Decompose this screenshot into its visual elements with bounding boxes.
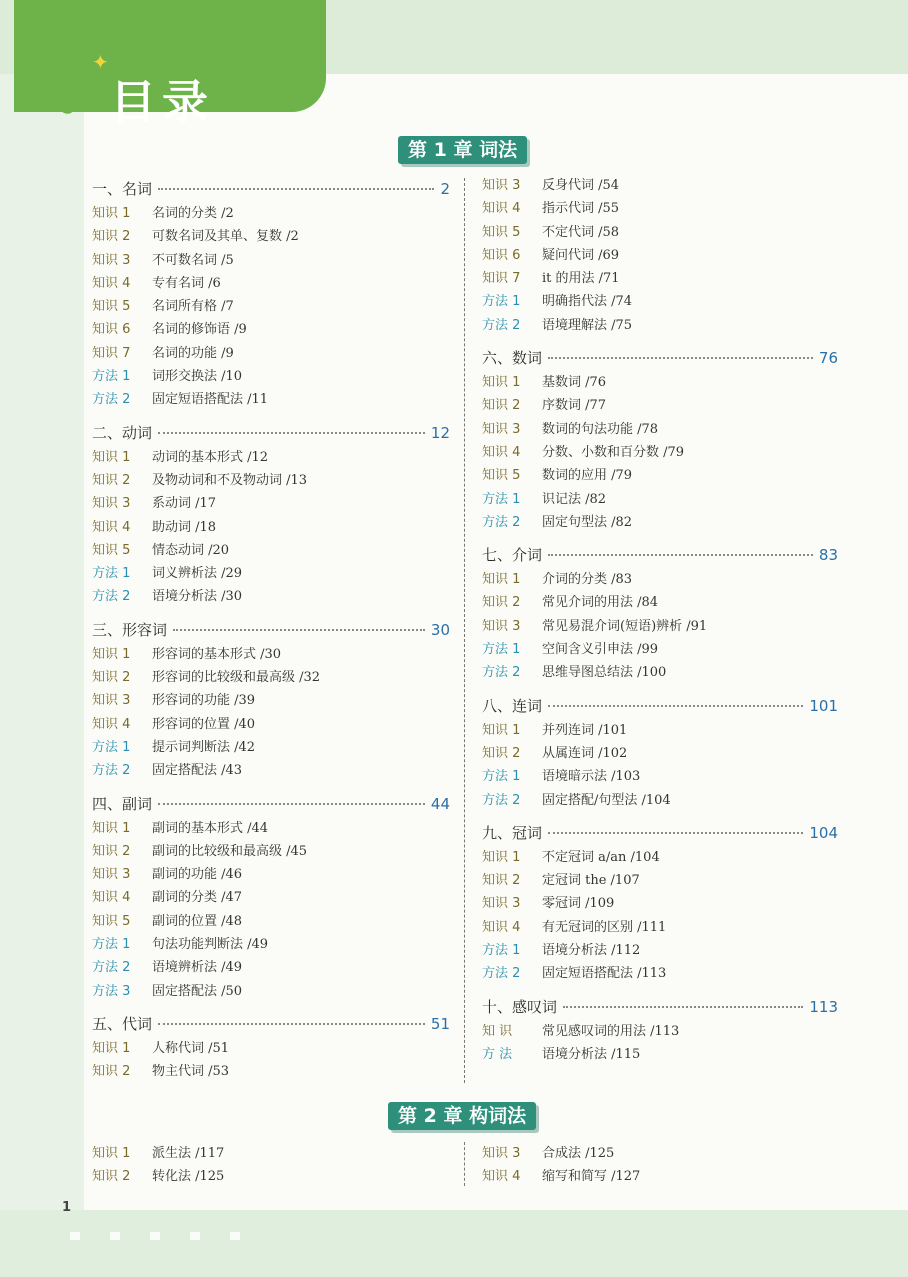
toc-entry — [482, 1020, 838, 1043]
entry-title: 名词的修饰语 /9 — [152, 322, 247, 338]
section-heading — [482, 822, 838, 846]
section-page-number: 2 — [440, 180, 450, 198]
section-heading — [482, 996, 838, 1020]
section-heading — [92, 619, 450, 643]
entry-title: 语境分析法 /115 — [542, 1046, 641, 1062]
toc-entry — [92, 817, 450, 840]
toc-entry — [92, 562, 450, 585]
toc-section — [92, 422, 450, 609]
section-title: 八、连词 — [482, 696, 543, 715]
entry-title: 常见介词的用法 /84 — [542, 595, 659, 611]
entry-title: 动词的基本形式 /12 — [152, 449, 269, 465]
entry-title: 语境分析法 /30 — [152, 589, 243, 605]
entry-title: 名词的功能 /9 — [152, 345, 234, 361]
entry-title: 数词的应用 /79 — [542, 468, 633, 484]
knowledge-tag: 知识 2 — [92, 472, 131, 488]
knowledge-tag: 知 识 — [482, 1023, 513, 1039]
entry-title: 识记法 /82 — [542, 491, 607, 507]
method-tag: 方法 1 — [482, 294, 521, 310]
toc-entry — [482, 789, 838, 812]
ch2-left-column — [92, 1142, 450, 1189]
knowledge-tag: 知识 2 — [92, 229, 131, 245]
entry-title: 常见感叹词的用法 /113 — [542, 1023, 680, 1039]
entry-title: 明确指代法 /74 — [542, 294, 633, 310]
knowledge-tag: 知识 6 — [92, 322, 131, 338]
toc-entry — [92, 365, 450, 388]
knowledge-tag: 知识 3 — [482, 618, 521, 634]
toc-entry — [482, 371, 838, 394]
knowledge-tag: 知识 4 — [482, 444, 521, 460]
toc-entry — [92, 225, 450, 248]
toc-entry — [482, 197, 838, 220]
method-tag: 方法 1 — [482, 642, 521, 658]
toc-entry — [482, 638, 838, 661]
entry-title: 副词的分类 /47 — [152, 890, 243, 906]
toc-section — [92, 793, 450, 1003]
toc-entry — [482, 869, 838, 892]
toc-entry — [482, 591, 838, 614]
knowledge-tag: 知识 3 — [482, 421, 521, 437]
entry-title: 助动词 /18 — [152, 519, 217, 535]
toc-entry — [482, 441, 838, 464]
knowledge-tag: 知识 4 — [92, 890, 131, 906]
knowledge-tag: 知识 4 — [482, 919, 521, 935]
entry-title: 零冠词 /109 — [542, 896, 615, 912]
toc-section — [92, 178, 450, 412]
entry-title: 句法功能判断法 /49 — [152, 937, 269, 953]
toc-entry — [92, 202, 450, 225]
leader-dots — [563, 1006, 803, 1008]
toc-entry — [482, 615, 838, 638]
section-page-number: 51 — [430, 1014, 450, 1033]
decor-square — [110, 1232, 120, 1240]
bottom-band — [0, 1210, 908, 1277]
toc-entry — [482, 892, 838, 915]
knowledge-tag: 知识 1 — [92, 1146, 131, 1161]
title-wave-decoration — [14, 88, 124, 118]
knowledge-tag: 知识 2 — [92, 843, 131, 859]
method-tag: 方法 1 — [92, 739, 131, 755]
leader-dots — [158, 1023, 425, 1025]
chapter-1-heading: 第 1 章 词法 — [398, 136, 527, 164]
page-number: 1 — [62, 1200, 72, 1215]
knowledge-tag: 知识 5 — [92, 299, 131, 315]
toc-entry — [92, 736, 450, 759]
ch2-divider — [464, 1142, 465, 1186]
toc-section — [482, 544, 838, 684]
section-heading — [92, 178, 450, 202]
section-page-number: 113 — [809, 997, 838, 1016]
knowledge-tag: 知识 1 — [482, 849, 521, 865]
entry-title: 词义辨析法 /29 — [152, 566, 243, 582]
page-title: 目录 — [110, 75, 214, 129]
toc-entry — [482, 418, 838, 441]
section-title: 三、形容词 — [92, 620, 168, 639]
knowledge-tag: 知识 4 — [482, 1169, 521, 1185]
knowledge-tag: 知识 7 — [92, 345, 131, 361]
toc-entry — [92, 342, 450, 365]
entry-title: 定冠词 the /107 — [542, 873, 640, 889]
decor-square — [190, 1232, 200, 1240]
knowledge-tag: 知识 2 — [92, 1169, 131, 1185]
method-tag: 方法 2 — [482, 966, 521, 982]
toc-entry — [482, 290, 838, 313]
toc-entry — [482, 846, 838, 869]
knowledge-tag: 知识 1 — [482, 722, 521, 738]
toc-entry — [92, 956, 450, 979]
knowledge-tag: 知识 2 — [92, 670, 131, 686]
entry-title: 形容词的位置 /40 — [152, 716, 256, 732]
toc-entry — [92, 689, 450, 712]
section-heading — [482, 695, 838, 719]
knowledge-tag: 知识 2 — [482, 398, 521, 414]
section-heading — [92, 422, 450, 446]
method-tag: 方法 1 — [482, 769, 521, 785]
entry-title: 固定句型法 /82 — [542, 514, 633, 530]
entry-title: 情态动词 /20 — [152, 542, 230, 558]
knowledge-tag: 知识 2 — [92, 1064, 131, 1080]
entry-title: 及物动词和不及物动词 /13 — [152, 472, 308, 488]
toc-entry — [482, 568, 838, 591]
knowledge-tag: 知识 2 — [482, 873, 521, 889]
knowledge-tag: 知识 1 — [482, 375, 521, 391]
toc-entry — [92, 1142, 450, 1165]
toc-entry — [482, 511, 838, 534]
section-page-number: 83 — [818, 546, 838, 565]
toc-entry — [92, 295, 450, 318]
toc-section — [482, 695, 838, 812]
toc-entry — [482, 939, 838, 962]
section-page-number: 104 — [809, 823, 838, 842]
leader-dots — [158, 803, 425, 805]
method-tag: 方 法 — [482, 1046, 513, 1062]
entry-title: 不可数名词 /5 — [152, 252, 234, 268]
entry-title: 名词所有格 /7 — [152, 299, 234, 315]
knowledge-tag: 知识 3 — [92, 252, 131, 268]
toc-entry — [92, 318, 450, 341]
entry-title: 专有名词 /6 — [152, 275, 221, 291]
entry-title: 思维导图总结法 /100 — [542, 665, 667, 681]
toc-entry — [92, 492, 450, 515]
toc-entry — [482, 1142, 838, 1165]
entry-title: 指示代词 /55 — [542, 201, 620, 217]
toc-entry — [92, 585, 450, 608]
toc-entry — [92, 516, 450, 539]
entry-title: 语境理解法 /75 — [542, 317, 633, 333]
knowledge-tag: 知识 4 — [482, 201, 521, 217]
entry-title: 固定搭配法 /50 — [152, 983, 243, 999]
toc-right-column — [482, 174, 838, 1066]
knowledge-tag: 知识 1 — [92, 646, 131, 662]
method-tag: 方法 1 — [92, 937, 131, 953]
entry-title: 可数名词及其单、复数 /2 — [152, 229, 299, 245]
entry-title: 名词的分类 /2 — [152, 206, 234, 221]
leader-dots — [158, 188, 434, 190]
entry-title: 数词的句法功能 /78 — [542, 421, 659, 437]
method-tag: 方法 1 — [482, 943, 521, 959]
entry-title: 语境辨析法 /49 — [152, 960, 243, 976]
column-divider — [464, 178, 465, 1083]
section-heading — [92, 793, 450, 817]
entry-title: 基数词 /76 — [542, 375, 607, 391]
entry-title: 物主代词 /53 — [152, 1064, 230, 1080]
toc-section — [482, 822, 838, 986]
toc-entry — [482, 1043, 838, 1066]
entry-title: 疑问代词 /69 — [542, 247, 620, 263]
toc-entry — [482, 488, 838, 511]
entry-title: 合成法 /125 — [542, 1146, 615, 1161]
entry-title: 并列连词 /101 — [542, 722, 628, 738]
knowledge-tag: 知识 1 — [92, 449, 131, 465]
toc-entry — [482, 174, 838, 197]
toc-entry — [482, 916, 838, 939]
toc-entry — [482, 962, 838, 985]
toc-entry — [92, 840, 450, 863]
knowledge-tag: 知识 5 — [482, 468, 521, 484]
knowledge-tag: 知识 3 — [92, 867, 131, 883]
toc-entry — [92, 759, 450, 782]
entry-title: 不定冠词 a/an /104 — [542, 849, 660, 865]
toc-entry — [92, 933, 450, 956]
entry-title: 转化法 /125 — [152, 1169, 225, 1185]
section-heading — [482, 347, 838, 371]
section-title: 九、冠词 — [482, 823, 543, 842]
method-tag: 方法 1 — [92, 369, 131, 385]
toc-entry — [482, 719, 838, 742]
entry-title: 形容词的基本形式 /30 — [152, 646, 282, 662]
entry-title: 缩写和简写 /127 — [542, 1169, 641, 1185]
knowledge-tag: 知识 1 — [92, 206, 131, 221]
toc-entry — [92, 980, 450, 1003]
toc-entry — [92, 446, 450, 469]
method-tag: 方法 2 — [92, 763, 131, 779]
entry-title: 固定搭配/句型法 /104 — [542, 792, 671, 808]
method-tag: 方法 2 — [92, 392, 131, 408]
knowledge-tag: 知识 1 — [92, 820, 131, 836]
section-heading — [482, 544, 838, 568]
toc-entry — [92, 1037, 450, 1060]
section-title: 七、介词 — [482, 546, 543, 565]
toc-entry — [92, 713, 450, 736]
entry-title: 人称代词 /51 — [152, 1040, 230, 1056]
section-title: 十、感叹词 — [482, 997, 558, 1016]
method-tag: 方法 3 — [92, 983, 131, 999]
section-title: 一、名词 — [92, 180, 153, 198]
toc-entry — [482, 464, 838, 487]
method-tag: 方法 2 — [92, 960, 131, 976]
section-heading — [92, 1013, 450, 1037]
toc-entry — [482, 221, 838, 244]
entry-title: 语境暗示法 /103 — [542, 769, 641, 785]
knowledge-tag: 知识 3 — [482, 1146, 521, 1161]
toc-entry — [92, 539, 450, 562]
method-tag: 方法 2 — [92, 589, 131, 605]
toc-section — [92, 1013, 450, 1084]
entry-title: 派生法 /117 — [152, 1146, 225, 1161]
knowledge-tag: 知识 3 — [482, 178, 521, 193]
entry-title: 固定短语搭配法 /113 — [542, 966, 667, 982]
knowledge-tag: 知识 2 — [482, 745, 521, 761]
knowledge-tag: 知识 4 — [92, 716, 131, 732]
knowledge-tag: 知识 4 — [92, 275, 131, 291]
section-page-number: 44 — [430, 794, 450, 813]
section-title: 四、副词 — [92, 794, 153, 813]
method-tag: 方法 2 — [482, 792, 521, 808]
toc-entry — [482, 267, 838, 290]
method-tag: 方法 2 — [482, 317, 521, 333]
entry-title: 副词的基本形式 /44 — [152, 820, 269, 836]
knowledge-tag: 知识 6 — [482, 247, 521, 263]
chapter-2-heading: 第 2 章 构词法 — [388, 1102, 536, 1130]
toc-entry — [482, 661, 838, 684]
toc-entry — [92, 643, 450, 666]
toc-section — [482, 996, 838, 1067]
knowledge-tag: 知识 4 — [92, 519, 131, 535]
toc-entry — [482, 765, 838, 788]
knowledge-tag: 知识 5 — [92, 913, 131, 929]
entry-title: 不定代词 /58 — [542, 224, 620, 240]
toc-section — [482, 347, 838, 534]
leader-dots — [548, 357, 813, 359]
toc-left-column — [92, 168, 450, 1084]
entry-title: 介词的分类 /83 — [542, 572, 633, 588]
entry-title: 固定短语搭配法 /11 — [152, 392, 269, 408]
entry-title: 形容词的比较级和最高级 /32 — [152, 670, 321, 686]
leader-dots — [173, 629, 425, 631]
entry-title: 分数、小数和百分数 /79 — [542, 444, 685, 460]
left-margin-band — [0, 74, 84, 1224]
knowledge-tag: 知识 1 — [482, 572, 521, 588]
knowledge-tag: 知识 3 — [482, 896, 521, 912]
method-tag: 方法 2 — [482, 514, 521, 530]
decor-square — [70, 1232, 80, 1240]
section-page-number: 30 — [430, 620, 450, 639]
knowledge-tag: 知识 1 — [92, 1040, 131, 1056]
toc-entry — [92, 272, 450, 295]
entry-title: 反身代词 /54 — [542, 178, 620, 193]
knowledge-tag: 知识 7 — [482, 271, 521, 287]
entry-title: 有无冠词的区别 /111 — [542, 919, 667, 935]
leader-dots — [548, 832, 803, 834]
toc-entry — [92, 910, 450, 933]
leader-dots — [158, 432, 425, 434]
entry-title: 形容词的功能 /39 — [152, 693, 256, 709]
entry-title: it 的用法 /71 — [542, 271, 620, 287]
entry-title: 词形交换法 /10 — [152, 369, 243, 385]
toc-entry — [92, 1165, 450, 1188]
toc-entry — [482, 1165, 838, 1188]
toc-entry — [482, 244, 838, 267]
method-tag: 方法 1 — [92, 566, 131, 582]
toc-entry — [92, 666, 450, 689]
knowledge-tag: 知识 3 — [92, 693, 131, 709]
section-title: 六、数词 — [482, 349, 543, 368]
entry-title: 系动词 /17 — [152, 496, 217, 512]
toc-entry — [482, 742, 838, 765]
entry-title: 副词的功能 /46 — [152, 867, 243, 883]
ch2-right-column — [482, 1142, 838, 1189]
section-page-number: 12 — [430, 423, 450, 442]
knowledge-tag: 知识 2 — [482, 595, 521, 611]
toc-entry — [92, 863, 450, 886]
toc-entry — [482, 314, 838, 337]
method-tag: 方法 2 — [482, 665, 521, 681]
entry-title: 副词的位置 /48 — [152, 913, 243, 929]
knowledge-tag: 知识 5 — [92, 542, 131, 558]
section-title: 二、动词 — [92, 423, 153, 442]
entry-title: 提示词判断法 /42 — [152, 739, 256, 755]
toc-entry — [92, 886, 450, 909]
entry-title: 固定搭配法 /43 — [152, 763, 243, 779]
toc-entry — [92, 249, 450, 272]
section-title: 五、代词 — [92, 1014, 153, 1033]
toc-section — [92, 619, 450, 783]
knowledge-tag: 知识 5 — [482, 224, 521, 240]
entry-title: 序数词 /77 — [542, 398, 607, 414]
entry-title: 常见易混介词(短语)辨析 /91 — [542, 618, 708, 634]
entry-title: 副词的比较级和最高级 /45 — [152, 843, 308, 859]
entry-title: 从属连词 /102 — [542, 745, 628, 761]
leader-dots — [548, 554, 813, 556]
leader-dots — [548, 705, 803, 707]
method-tag: 方法 1 — [482, 491, 521, 507]
entry-title: 空间含义引申法 /99 — [542, 642, 659, 658]
toc-entry — [92, 1060, 450, 1083]
star-icon: ✦ — [92, 50, 109, 74]
toc-entry — [482, 394, 838, 417]
toc-entry — [92, 469, 450, 492]
toc-entry — [92, 388, 450, 411]
decor-square — [150, 1232, 160, 1240]
entry-title: 语境分析法 /112 — [542, 943, 641, 959]
section-page-number: 101 — [809, 696, 838, 715]
decor-square — [230, 1232, 240, 1240]
section-page-number: 76 — [818, 349, 838, 368]
knowledge-tag: 知识 3 — [92, 496, 131, 512]
